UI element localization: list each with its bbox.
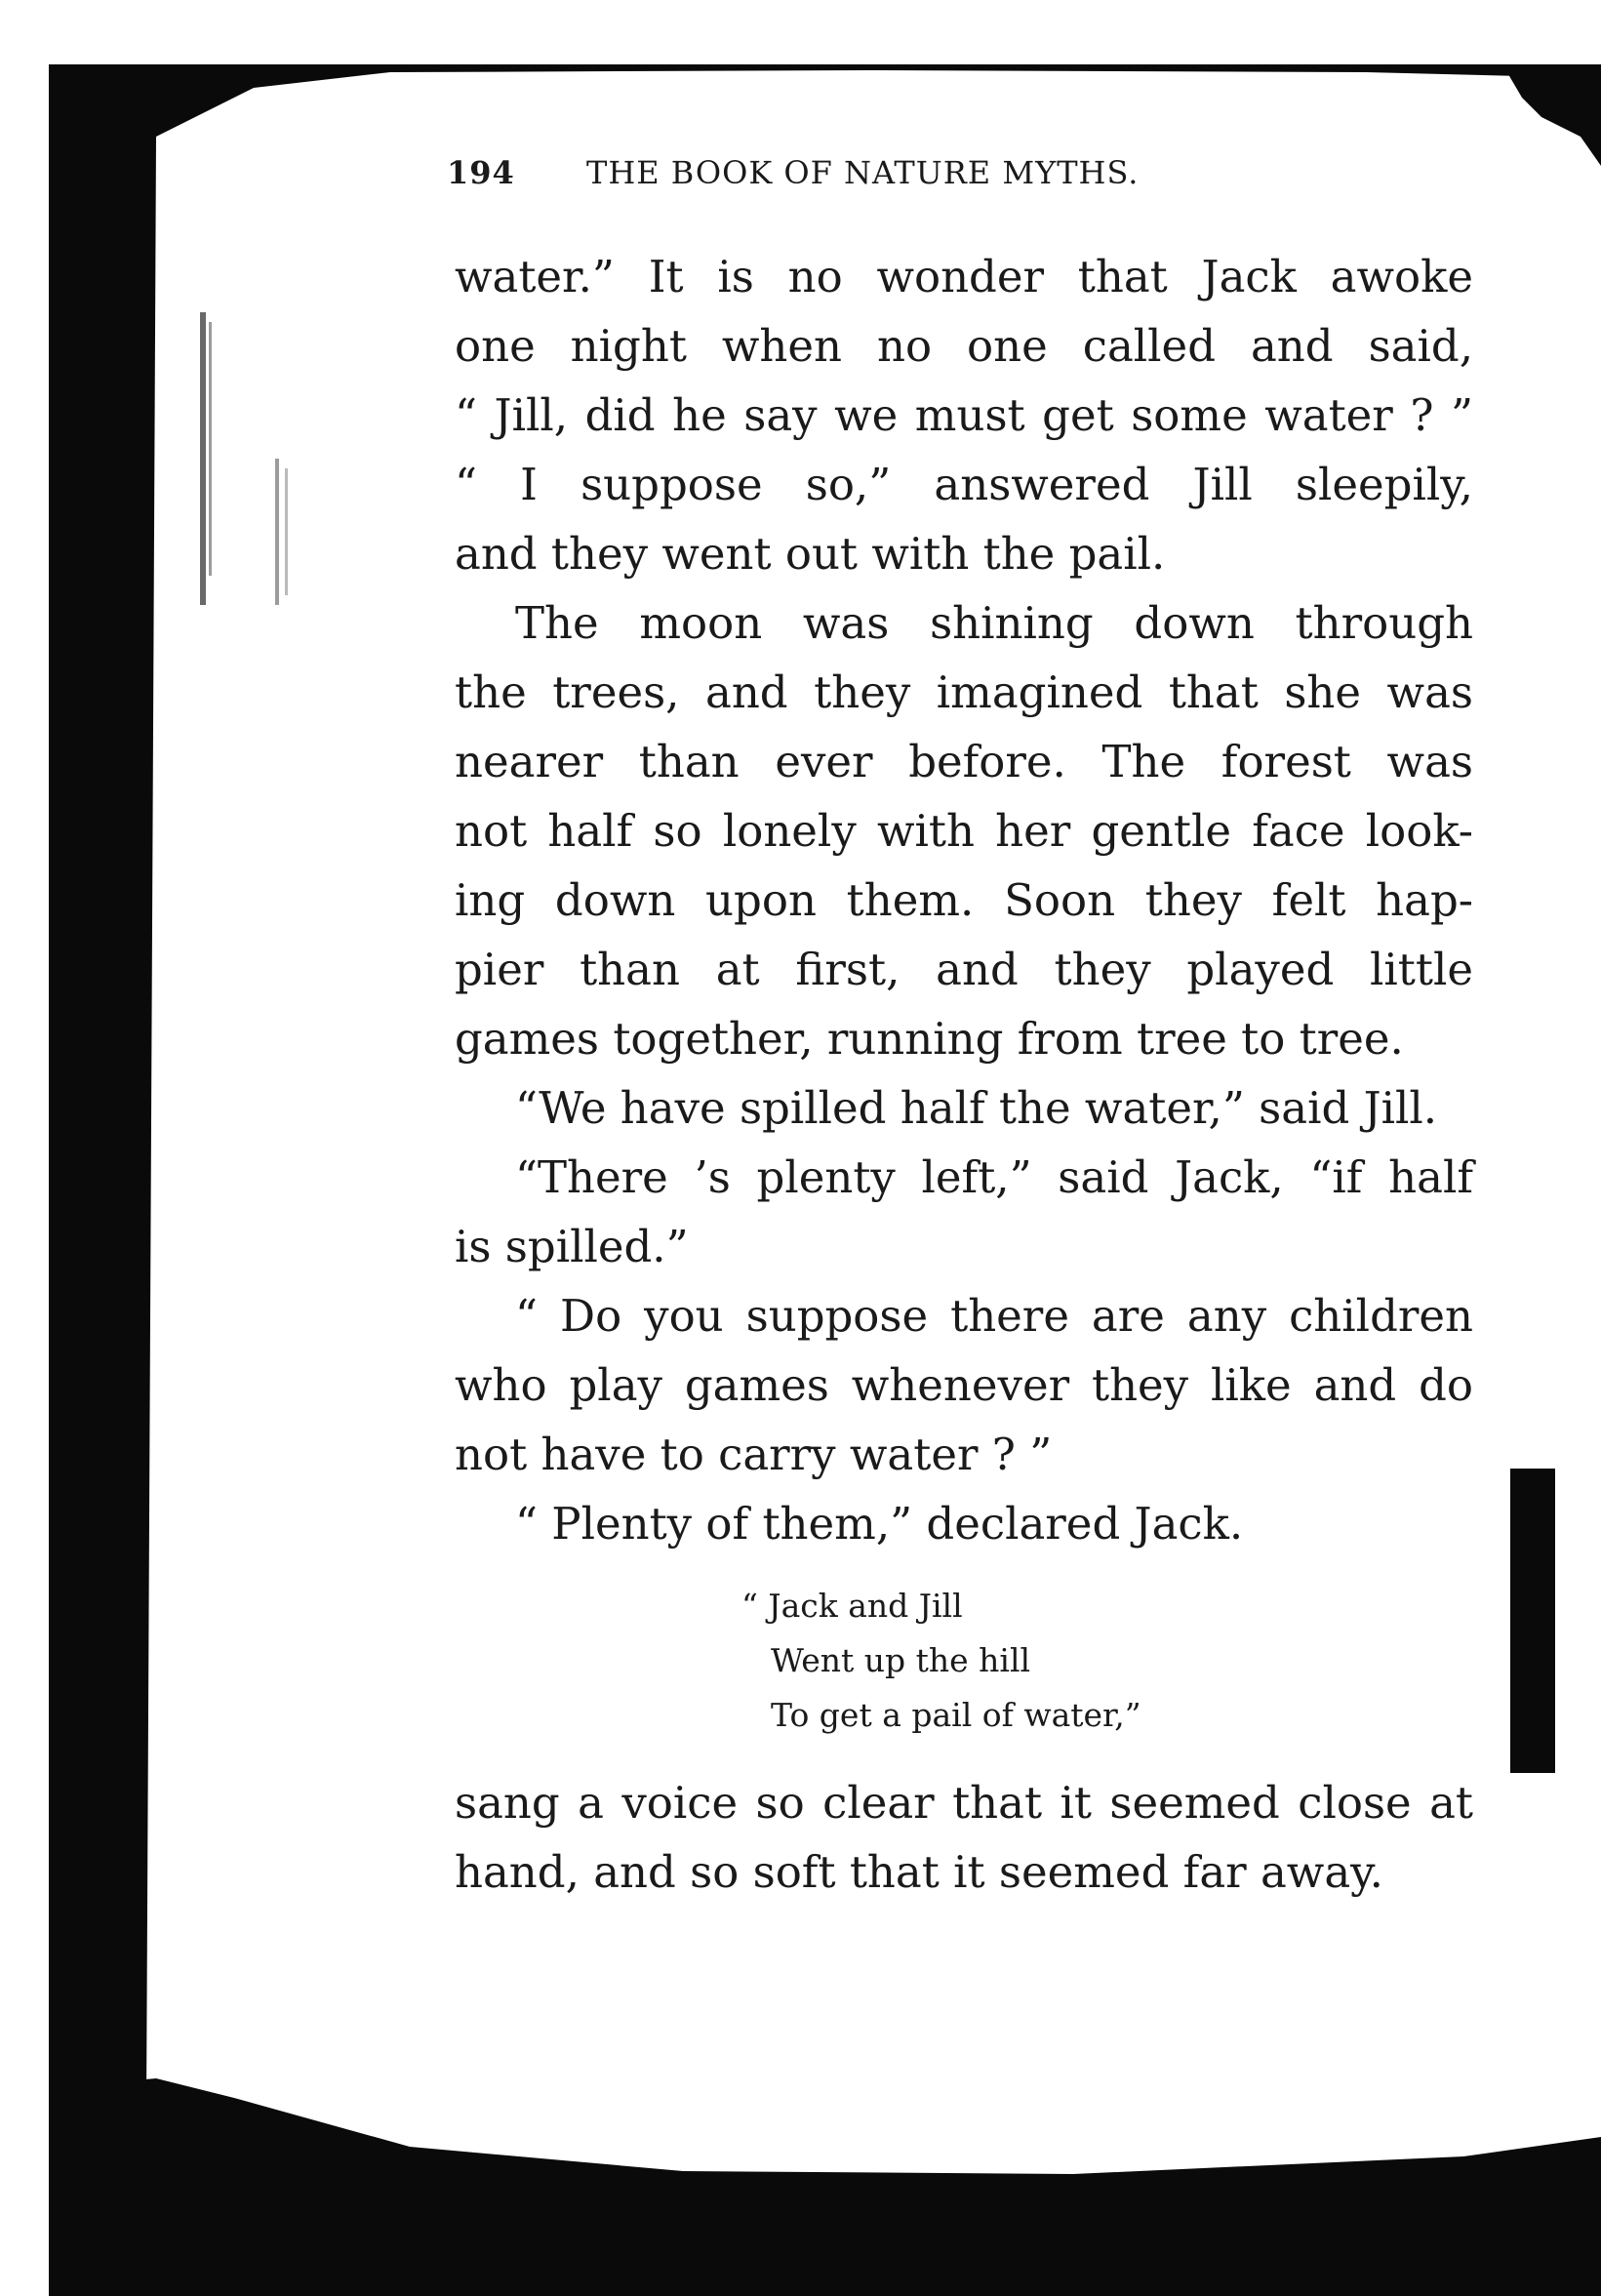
text-line: ing down upon them. Soon they felt hap- <box>455 874 1473 926</box>
closing-text <box>455 1768 1473 1907</box>
text-line: “ I suppose so,” answered Jill sleepily, <box>455 459 1473 510</box>
text-line: “ Plenty of them,” declared Jack. <box>515 1498 1244 1550</box>
text-line: “We have spilled half the water,” said Jill. <box>515 1082 1438 1134</box>
text-line: pier than at first, and they played little <box>455 944 1473 995</box>
text-line: the trees, and they imagined that she was <box>455 666 1473 718</box>
poem-line: To get a pail of water,” <box>771 1696 1141 1734</box>
text-line: not have to carry water ? ” <box>455 1429 1053 1480</box>
page-number: 194 <box>447 154 515 191</box>
running-head-title: THE BOOK OF NATURE MYTHS. <box>585 154 1140 191</box>
text-line: “There ’s plenty left,” said Jack, “if half <box>515 1151 1473 1203</box>
text-line: water.” It is no wonder that Jack awoke <box>455 251 1473 302</box>
text-line: nearer than ever before. The forest was <box>455 736 1473 787</box>
text-line: who play games whenever they like and do <box>455 1359 1473 1411</box>
text-line: “ Do you suppose there are any children <box>515 1290 1473 1342</box>
text-line: The moon was shining down through <box>515 597 1473 649</box>
poem-excerpt <box>741 1579 1327 1743</box>
text-line: hand, and so soft that it seemed far away. <box>455 1846 1383 1898</box>
text-line: not half so lonely with her gentle face look- <box>455 805 1473 857</box>
running-head <box>447 154 1344 191</box>
text-line: games together, running from tree to tree. <box>455 1013 1404 1065</box>
body-text <box>455 242 1473 1558</box>
text-line: and they went out with the pail. <box>455 528 1166 580</box>
text-line: “ Jill, did he say we must get some water ? ” <box>455 389 1473 441</box>
poem-line: “ Jack and Jill <box>741 1587 963 1625</box>
text-line: sang a voice so clear that it seemed close at <box>455 1777 1473 1829</box>
poem-line: Went up the hill <box>771 1641 1031 1679</box>
text-line: is spilled.” <box>455 1221 689 1272</box>
text-line: one night when no one called and said, <box>455 320 1473 372</box>
